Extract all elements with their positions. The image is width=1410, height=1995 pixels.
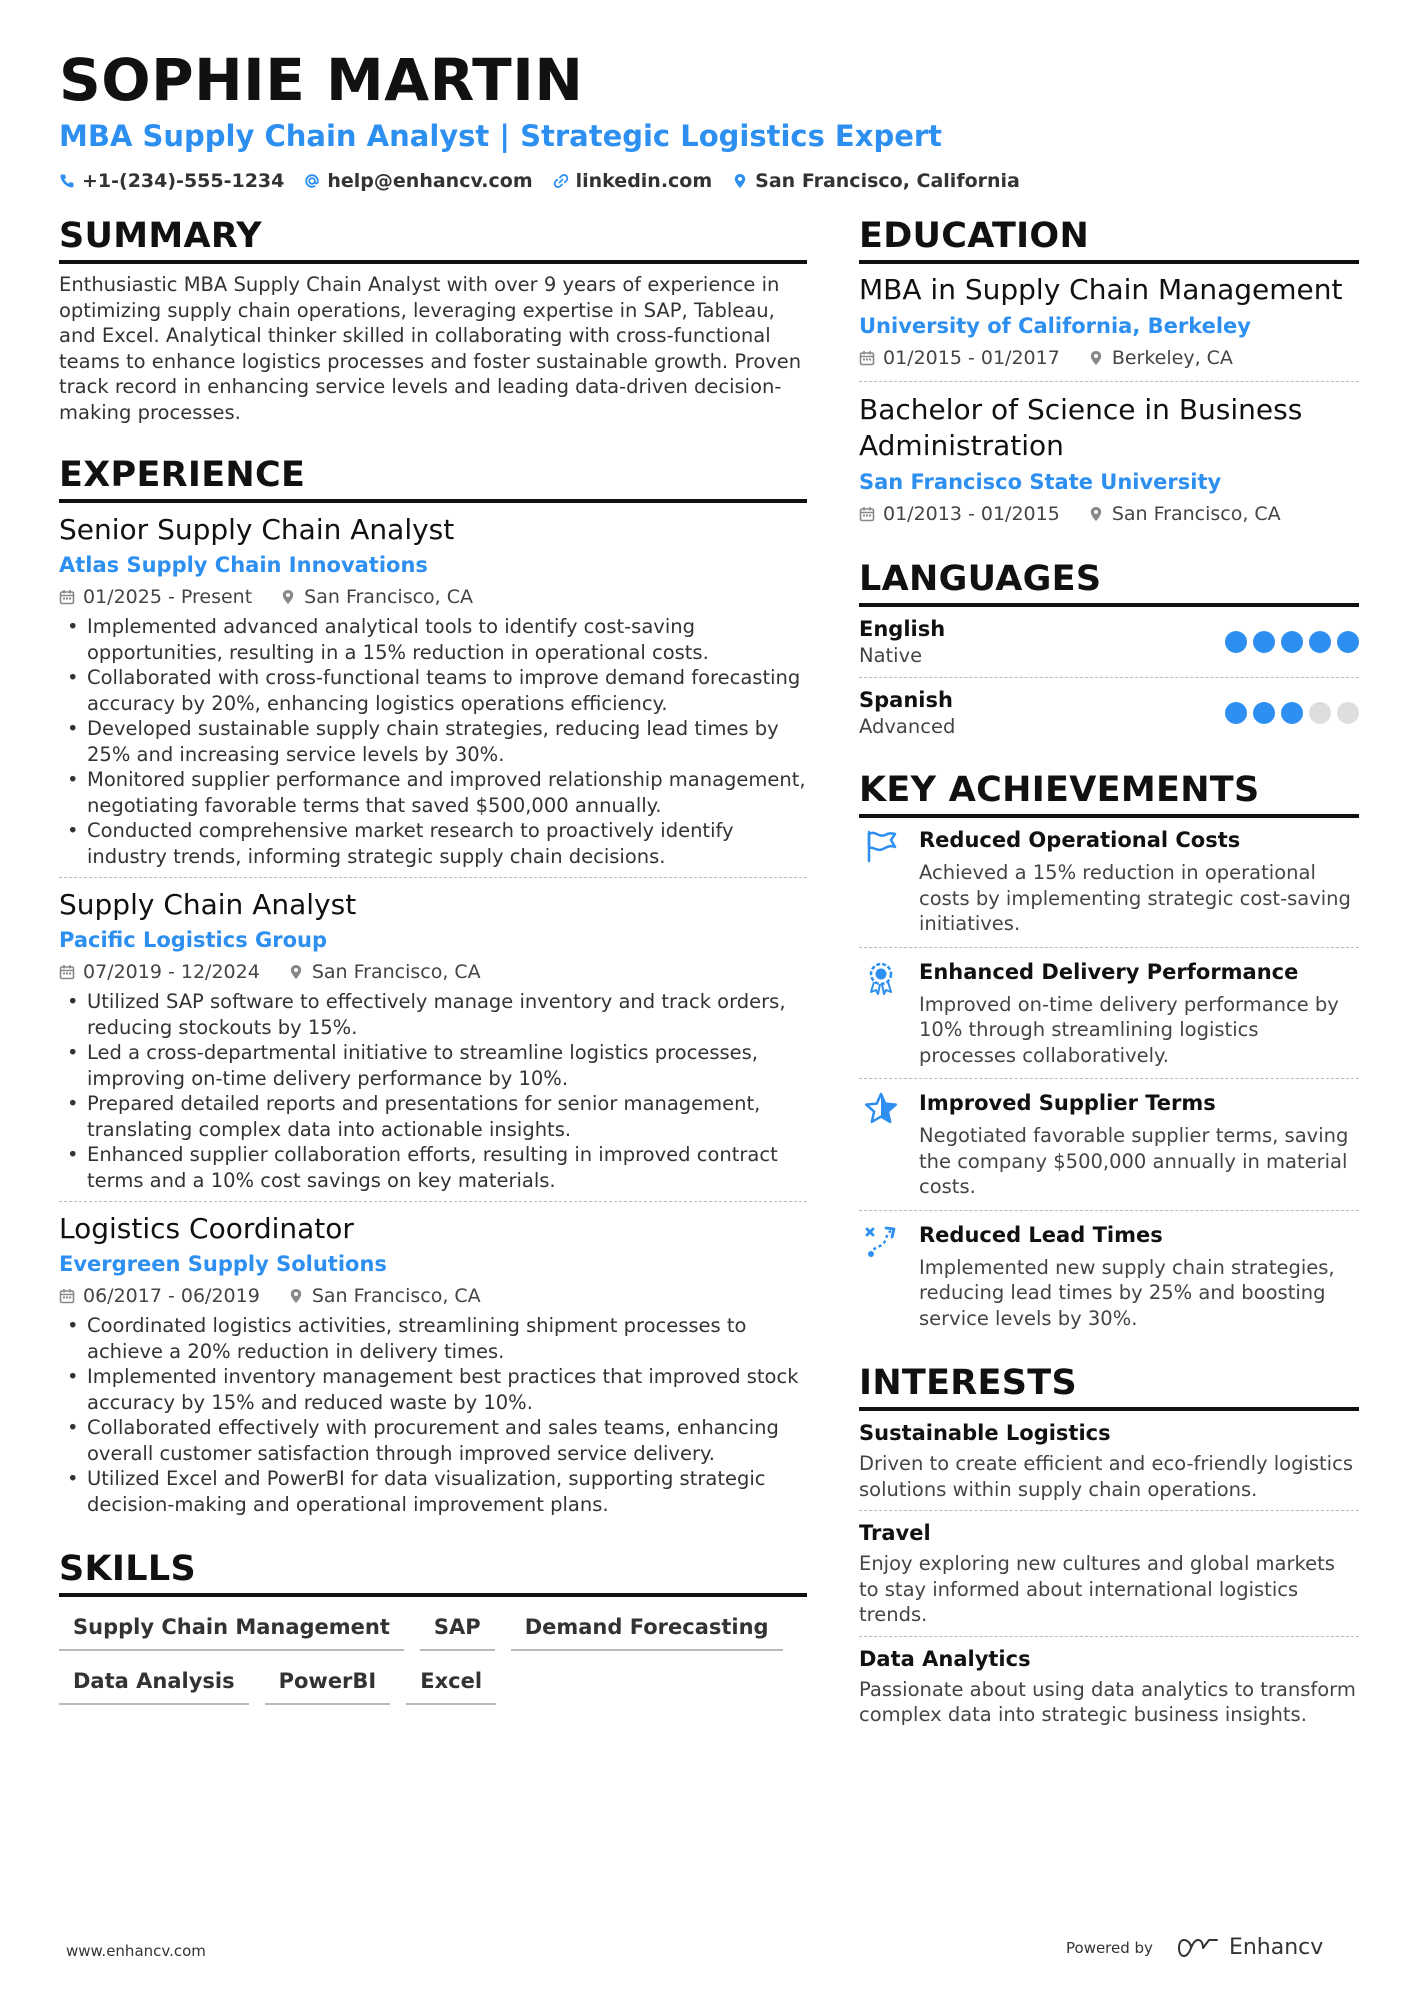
job-location	[288, 959, 481, 985]
job-title: Supply Chain Analyst	[59, 888, 357, 921]
achievement-desc: Improved on-time delivery performance by 10% through streamlining logistics processes collaboratively.	[919, 992, 1339, 1067]
right-column	[859, 216, 1359, 1744]
achievement-body	[919, 958, 1359, 1069]
job-meta	[59, 584, 807, 610]
job-location	[288, 1283, 481, 1309]
location-icon	[1088, 350, 1104, 366]
skill-tag: Data Analysis	[59, 1665, 249, 1705]
job-bullet: • Coordinated logistics activities, streamlining shipment processes to achieve a 20% reduction in delivery times.	[59, 1313, 807, 1364]
edu-location	[1088, 345, 1233, 371]
job-dates	[59, 959, 260, 985]
job-bullet: • Conducted comprehensive market research to proactively identify industry trends, informing strategic supply chain decisions.	[59, 818, 807, 869]
linkedin-text: linkedin.com	[575, 170, 713, 192]
job-bullet: • Utilized SAP software to effectively manage inventory and track orders, reducing stockouts by 15%.	[59, 989, 807, 1040]
contact-linkedin[interactable]	[553, 170, 713, 192]
achievement-body	[919, 1089, 1359, 1200]
achievement-title: Reduced Lead Times	[919, 1222, 1163, 1247]
contact-bar	[59, 170, 1020, 192]
summary-text: Enthusiastic MBA Supply Chain Analyst with over 9 years of experience in optimizing supply chain operations, leveraging expertise in SAP, Tableau, and Excel. Analytical thinker skilled in collaborating with cross-functional teams to enhance logistics processes and foster sustainable growth. Proven track record in enhancing service levels and leading data-driven decision-making processes.	[59, 273, 802, 424]
job-bullets	[59, 614, 807, 869]
job-dates-text: 06/2017 - 06/2019	[83, 1285, 260, 1307]
job-company: Atlas Supply Chain Innovations	[59, 553, 428, 577]
flag-icon	[863, 828, 899, 864]
skills-list	[59, 1611, 807, 1705]
calendar-icon	[859, 350, 875, 366]
interest-desc: Enjoy exploring new cultures and global markets to stay informed about international logistics trends.	[859, 1552, 1335, 1626]
language-name: Spanish	[859, 688, 953, 712]
link-icon	[553, 173, 569, 189]
phone-icon	[59, 173, 75, 189]
job-company: Pacific Logistics Group	[59, 928, 328, 952]
achievement-desc: Implemented new supply chain strategies, reducing lead times by 25% and boosting service levels by 30%.	[919, 1255, 1335, 1330]
candidate-headline: MBA Supply Chain Analyst | Strategic Logistics Expert	[59, 119, 943, 153]
language-entry	[859, 686, 1359, 748]
achievement-desc: Negotiated favorable supplier terms, saving the company $500,000 annually in material costs.	[919, 1124, 1349, 1198]
calendar-icon	[859, 506, 875, 522]
email-text: help@enhancv.com	[327, 170, 533, 192]
job-bullet: • Implemented advanced analytical tools to identify cost-saving opportunities, resulting in a 15% reduction in operational costs.	[59, 614, 807, 665]
award-icon	[863, 960, 899, 996]
achievement-icon-wrap	[859, 826, 903, 937]
left-column	[59, 216, 807, 1705]
achievement-entry	[859, 1089, 1359, 1211]
calendar-icon	[59, 964, 75, 980]
interest-title: Travel	[859, 1521, 931, 1545]
achievement-title: Improved Supplier Terms	[919, 1091, 1216, 1115]
powered-by-text: Powered by	[1066, 1938, 1153, 1957]
edu-meta	[859, 501, 1359, 527]
language-level: Advanced	[859, 715, 956, 738]
edu-dates	[859, 345, 1060, 371]
job-bullet: • Developed sustainable supply chain strategies, reducing lead times by 25% and increasing service levels by 30%.	[59, 716, 807, 767]
footer-branding	[1066, 1935, 1323, 1960]
achievement-icon-wrap	[859, 1221, 903, 1332]
location-icon	[288, 1288, 304, 1304]
language-level: Native	[859, 644, 923, 667]
achievement-entry	[859, 826, 1359, 948]
job-dates	[59, 1283, 260, 1309]
edu-degree: MBA in Supply Chain Management	[859, 273, 1343, 306]
rating-dot-filled	[1253, 702, 1275, 724]
job-location-text: San Francisco, CA	[311, 961, 481, 983]
job-dates-text: 01/2025 - Present	[83, 586, 253, 608]
interest-entry	[859, 1645, 1359, 1736]
job-bullet: • Utilized Excel and PowerBI for data visualization, supporting strategic decision-making and operational improvement plans.	[59, 1466, 807, 1517]
skills-section	[59, 1549, 807, 1705]
summary-heading: SUMMARY	[59, 216, 807, 264]
brand-name: Enhancv	[1228, 1935, 1324, 1960]
education-section	[859, 216, 1359, 537]
achievement-title: Enhanced Delivery Performance	[919, 959, 1299, 984]
language-rating	[1225, 631, 1359, 653]
achievements-heading: KEY ACHIEVEMENTS	[859, 770, 1359, 818]
language-rating	[1225, 702, 1359, 724]
experience-section	[59, 455, 807, 1525]
enhancv-logo-icon	[1177, 1937, 1221, 1959]
skill-tag: SAP	[420, 1611, 495, 1651]
language-text	[859, 686, 955, 740]
language-name: English	[859, 617, 946, 641]
achievement-entry	[859, 1221, 1359, 1342]
rating-dot-empty	[1309, 702, 1331, 724]
contact-email[interactable]	[304, 170, 532, 192]
job-bullet: • Led a cross-departmental initiative to streamline logistics processes, improving on-time delivery performance by 10%.	[59, 1040, 807, 1091]
rating-dot-empty	[1337, 702, 1359, 724]
achievement-body	[919, 1221, 1359, 1332]
rating-dot-filled	[1337, 631, 1359, 653]
candidate-name: SOPHIE MARTIN	[59, 46, 584, 114]
rating-dot-filled	[1253, 631, 1275, 653]
job-meta	[59, 1283, 807, 1309]
calendar-icon	[59, 1288, 75, 1304]
location-icon	[288, 964, 304, 980]
job-bullets	[59, 1313, 807, 1517]
skill-tag: PowerBI	[265, 1665, 391, 1705]
rating-dot-filled	[1309, 631, 1331, 653]
job-location	[280, 584, 473, 610]
job-bullet: • Implemented inventory management best practices that improved stock accuracy by 15% and reduced waste by 10%.	[59, 1364, 807, 1415]
summary-section	[59, 216, 807, 425]
job-location-text: San Francisco, CA	[311, 1285, 481, 1307]
job-meta	[59, 959, 807, 985]
edu-degree: Bachelor of Science in Business Administration	[859, 393, 1303, 462]
languages-section	[859, 559, 1359, 748]
achievement-entry	[859, 958, 1359, 1080]
at-icon	[304, 173, 320, 189]
interest-entry	[859, 1419, 1359, 1511]
interest-entry	[859, 1519, 1359, 1637]
achievement-icon-wrap	[859, 1089, 903, 1200]
job-entry	[59, 886, 807, 1202]
edu-location-text: San Francisco, CA	[1111, 503, 1281, 525]
rating-dot-filled	[1281, 702, 1303, 724]
route-icon	[863, 1223, 899, 1259]
job-entry	[59, 511, 807, 878]
job-bullet: • Collaborated effectively with procurement and sales teams, enhancing overall customer satisfaction through improved service delivery.	[59, 1415, 807, 1466]
skill-tag: Excel	[406, 1665, 496, 1705]
calendar-icon	[59, 589, 75, 605]
interest-desc: Driven to create efficient and eco-friendly logistics solutions within supply chain operations.	[859, 1452, 1353, 1501]
edu-school: San Francisco State University	[859, 470, 1222, 494]
edu-location-text: Berkeley, CA	[1111, 347, 1233, 369]
rating-dot-filled	[1281, 631, 1303, 653]
edu-dates-text: 01/2013 - 01/2015	[883, 503, 1060, 525]
skill-tag: Demand Forecasting	[511, 1611, 783, 1651]
job-location-text: San Francisco, CA	[304, 586, 474, 608]
location-icon	[280, 589, 296, 605]
achievements-section	[859, 770, 1359, 1341]
contact-phone[interactable]	[59, 170, 284, 192]
location-text: San Francisco, California	[755, 170, 1020, 192]
footer-website[interactable]: www.enhancv.com	[66, 1942, 206, 1960]
achievement-icon-wrap	[859, 958, 903, 1069]
edu-meta	[859, 345, 1359, 371]
interest-desc: Passionate about using data analytics to transform complex data into strategic business insights.	[859, 1677, 1356, 1726]
job-company: Evergreen Supply Solutions	[59, 1252, 387, 1276]
languages-heading: LANGUAGES	[859, 559, 1359, 607]
interest-title: Sustainable Logistics	[859, 1421, 1111, 1445]
education-entry	[859, 272, 1359, 382]
rating-dot-filled	[1225, 631, 1247, 653]
interests-heading: INTERESTS	[859, 1363, 1359, 1411]
phone-text: +1-(234)-555-1234	[82, 170, 285, 192]
job-title: Senior Supply Chain Analyst	[59, 513, 455, 546]
edu-location	[1088, 501, 1281, 527]
achievement-body	[919, 826, 1359, 937]
job-entry	[59, 1210, 807, 1525]
job-title: Logistics Coordinator	[59, 1212, 354, 1245]
location-icon	[732, 173, 748, 189]
job-dates	[59, 584, 252, 610]
achievement-title: Reduced Operational Costs	[919, 828, 1241, 852]
contact-location	[732, 170, 1020, 192]
edu-dates-text: 01/2015 - 01/2017	[883, 347, 1060, 369]
job-bullet: • Monitored supplier performance and improved relationship management, negotiating favorable terms that saved $500,000 annually.	[59, 767, 807, 818]
rating-dot-filled	[1225, 702, 1247, 724]
interest-title: Data Analytics	[859, 1646, 1031, 1671]
education-entry	[859, 392, 1359, 537]
skill-tag: Supply Chain Management	[59, 1611, 404, 1651]
job-bullet: • Enhanced supplier collaboration efforts, resulting in improved contract terms and a 10% cost savings on key materials.	[59, 1142, 807, 1193]
achievement-desc: Achieved a 15% reduction in operational costs by implementing strategic cost-saving initiatives.	[919, 861, 1351, 935]
education-heading: EDUCATION	[859, 216, 1359, 264]
job-bullet: • Collaborated with cross-functional teams to improve demand forecasting accuracy by 20%, enhancing logistics operations efficiency.	[59, 665, 807, 716]
location-icon	[1088, 506, 1104, 522]
experience-heading: EXPERIENCE	[59, 455, 807, 503]
edu-school: University of California, Berkeley	[859, 314, 1251, 338]
brand-logo[interactable]	[1177, 1935, 1323, 1960]
star-icon	[863, 1091, 899, 1127]
interests-section	[859, 1363, 1359, 1736]
skills-heading: SKILLS	[59, 1549, 807, 1597]
language-text	[859, 615, 945, 669]
language-entry	[859, 615, 1359, 678]
edu-dates	[859, 501, 1060, 527]
job-bullets	[59, 989, 807, 1193]
job-dates-text: 07/2019 - 12/2024	[83, 961, 260, 983]
job-bullet: • Prepared detailed reports and presentations for senior management, translating complex data into actionable insights.	[59, 1091, 807, 1142]
